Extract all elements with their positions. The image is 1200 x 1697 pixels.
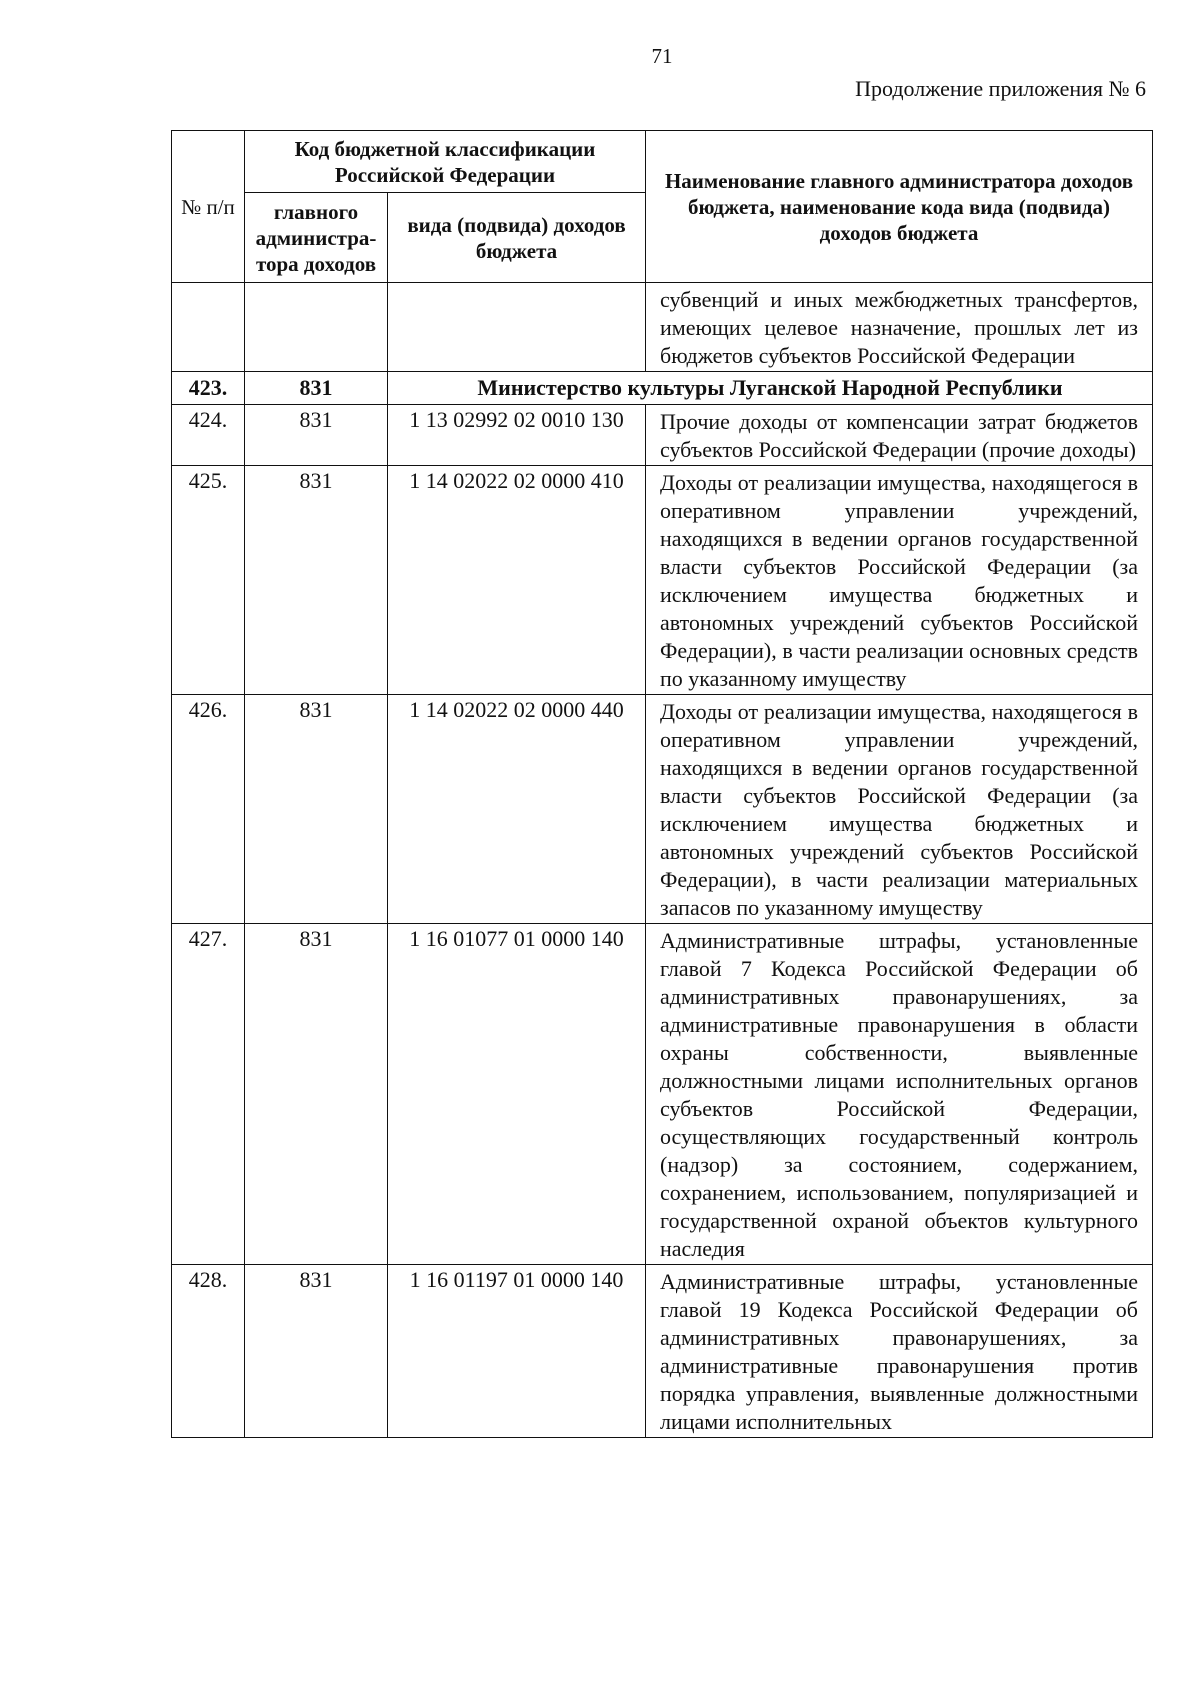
continuation-label: Продолжение приложения № 6 — [855, 76, 1146, 101]
table-row — [172, 405, 1153, 466]
admin-code: 831 — [245, 372, 388, 405]
income-description: Доходы от реализации имущества, находящегося в оперативном управлении учреждений, находящихся в ведении органов государственной власти субъектов Российской Федерации (за исключением имущества бюджетных и автономных учреждений субъектов Российской Федерации), в части реализации материальных запасов по указанному имуществу — [646, 695, 1153, 924]
income-kind-code: 1 13 02992 02 0010 130 — [388, 405, 646, 466]
admin-code: 831 — [245, 695, 388, 924]
header-kbk-group: Код бюджетной классификации Российской Федерации — [245, 131, 646, 193]
header-name: Наименование главного администратора доходов бюджета, наименование кода вида (подвида) доходов бюджета — [646, 131, 1153, 283]
income-kind-code: 1 14 02022 02 0000 440 — [388, 695, 646, 924]
row-number: 425. — [172, 466, 245, 695]
header-num: № п/п — [172, 131, 245, 283]
table-row — [172, 283, 1153, 372]
table-row — [172, 372, 1153, 405]
header-kind: вида (подвида) доходов бюджета — [388, 193, 646, 283]
table-row — [172, 1265, 1153, 1438]
admin-code: 831 — [245, 466, 388, 695]
admin-code: 831 — [245, 1265, 388, 1438]
income-description: Доходы от реализации имущества, находящегося в оперативном управлении учреждений, находящихся в ведении органов государственной власти субъектов Российской Федерации (за исключением имущества бюджетных и автономных учреждений субъектов Российской Федерации), в части реализации основных средств по указанному имуществу — [646, 466, 1153, 695]
income-kind-code: 1 14 02022 02 0000 410 — [388, 466, 646, 695]
income-description: субвенций и иных межбюджетных трансфертов, имеющих целевое назначение, прошлых лет из бюджетов субъектов Российской Федерации — [646, 283, 1153, 372]
row-number: 426. — [172, 695, 245, 924]
income-kind-code: 1 16 01077 01 0000 140 — [388, 924, 646, 1265]
admin-code — [245, 283, 388, 372]
admin-code: 831 — [245, 924, 388, 1265]
row-number: 427. — [172, 924, 245, 1265]
ministry-name: Министерство культуры Луганской Народной Республики — [388, 372, 1153, 405]
row-number — [172, 283, 245, 372]
income-description: Административные штрафы, установленные главой 19 Кодекса Российской Федерации об административных правонарушениях, за административные правонарушения против порядка управления, выявленные должностными лицами исполнительных — [646, 1265, 1153, 1438]
table-row — [172, 466, 1153, 695]
income-kind-code: 1 16 01197 01 0000 140 — [388, 1265, 646, 1438]
admin-code: 831 — [245, 405, 388, 466]
row-number: 428. — [172, 1265, 245, 1438]
table-row — [172, 695, 1153, 924]
page-number: 71 — [651, 44, 673, 68]
table-row — [172, 924, 1153, 1265]
income-kind-code — [388, 283, 646, 372]
income-description: Административные штрафы, установленные главой 7 Кодекса Российской Федерации об административных правонарушениях, за административные правонарушения в области охраны собственности, выявленные должностными лицами исполнительных органов субъектов Российской Федерации, осуществляющих государственный контроль (надзор) за состоянием, содержанием, сохранением, использованием, популяризацией и государственной охраной объектов культурного наследия — [646, 924, 1153, 1265]
header-admin: главного администра-тора доходов — [245, 193, 388, 283]
income-description: Прочие доходы от компенсации затрат бюджетов субъектов Российской Федерации (прочие доходы) — [646, 405, 1153, 466]
row-number: 423. — [172, 372, 245, 405]
row-number: 424. — [172, 405, 245, 466]
income-codes-table — [171, 130, 1153, 1438]
